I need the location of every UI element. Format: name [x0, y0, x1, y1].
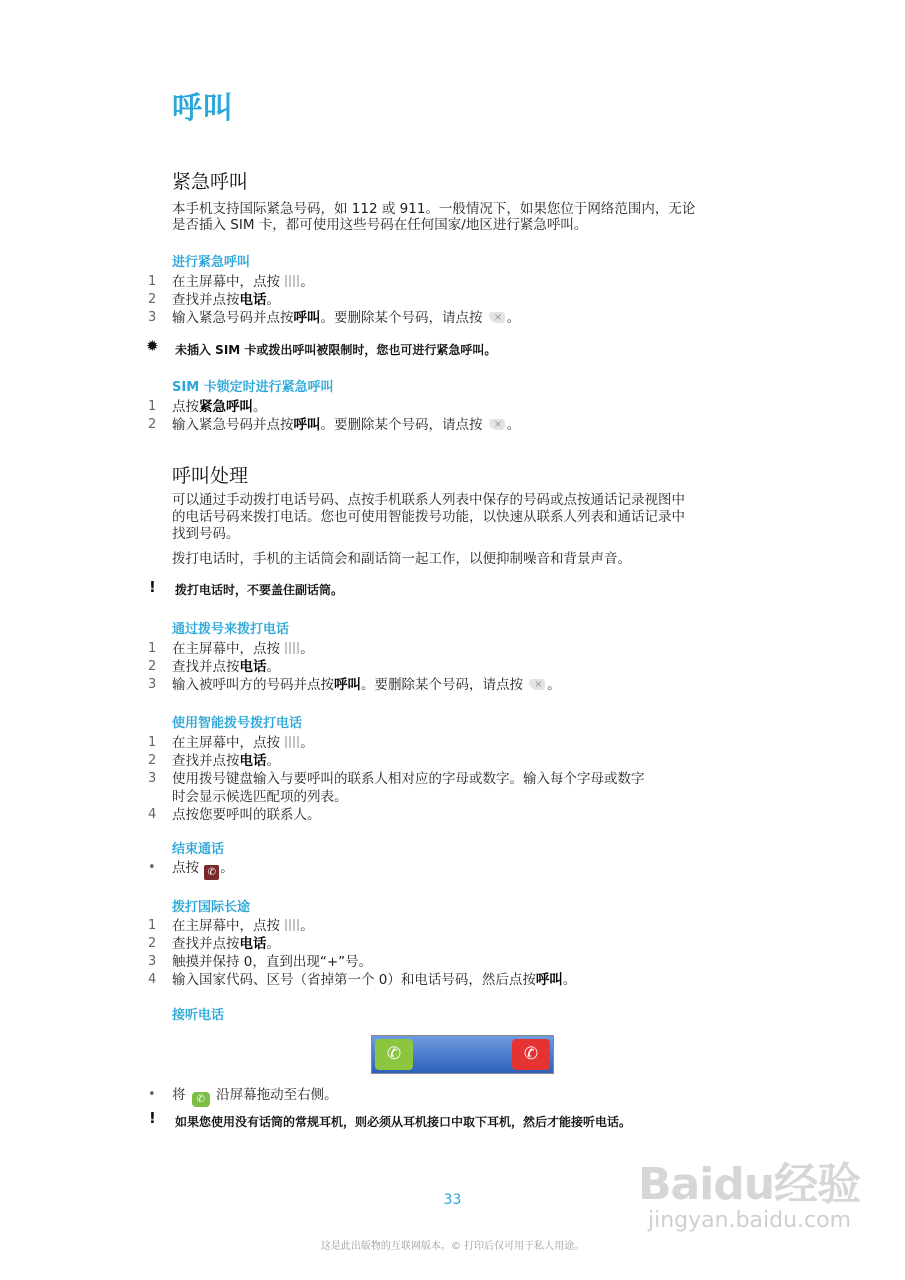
- step-text: 查找并点按: [172, 292, 240, 308]
- step-text: 查找并点按: [172, 936, 240, 952]
- step-text-suffix: 。: [562, 972, 577, 988]
- warning-icon: !: [149, 578, 156, 596]
- apps-grid-icon: [285, 919, 299, 931]
- step-text: 输入紧急号码并点按: [172, 417, 294, 433]
- step-number: 3: [148, 954, 157, 969]
- section-heading-handling: 呼叫处理: [172, 465, 249, 487]
- step-item: 2 输入紧急号码并点按呼叫。要删除某个号码，请点按 ×。: [0, 416, 905, 434]
- step-text: 输入紧急号码并点按: [172, 310, 294, 326]
- step-item: [0, 971, 905, 989]
- step-text: 点按: [172, 399, 199, 415]
- page-number: 33: [443, 1192, 462, 1208]
- list-item: [0, 1086, 905, 1104]
- answer-phone-icon: ✆: [375, 1039, 413, 1070]
- step-item: [0, 734, 905, 752]
- handling-para-line4: 拨打电话时，手机的主话筒会和副话筒一起工作，以便抑制噪音和背景声音。: [172, 551, 631, 567]
- step-text-suffix: 。: [266, 292, 280, 308]
- subheading-answer: 接听电话: [172, 1008, 225, 1023]
- step-number: 1: [148, 735, 157, 750]
- section-heading-emergency: 紧急呼叫: [172, 171, 249, 193]
- step-text-suffix: 。要删除某个号码，请点按: [361, 677, 528, 693]
- watermark-url: jingyan.baidu.com: [648, 1208, 852, 1233]
- step-bold-text: 呼叫: [293, 310, 321, 326]
- step-text: 点按您要呼叫的联系人。: [172, 807, 321, 823]
- warning-text: 拨打电话时，不要盖住副话筒。: [175, 583, 344, 597]
- handling-para-line2: 的电话号码来拨打电话。您也可使用智能拨号功能，以快速从联系人列表和通话记录中: [172, 509, 685, 525]
- step-number: 1: [148, 918, 157, 933]
- step-text: 查找并点按: [172, 753, 240, 769]
- step-number: 2: [148, 659, 157, 674]
- apps-grid-icon: [285, 642, 299, 654]
- step-number: 1: [148, 399, 157, 414]
- step-text: 输入国家代码、区号（省掉第一个 0）和电话号码，然后点按: [172, 972, 536, 988]
- handling-para-line3: 找到号码。: [172, 526, 240, 542]
- delete-icon: [489, 312, 505, 323]
- step-number: 2: [148, 417, 157, 432]
- step-text-suffix: 。: [300, 274, 314, 290]
- step-item: [0, 953, 905, 971]
- step-item: [0, 788, 905, 806]
- step-item: [0, 291, 905, 309]
- tip-text: 未插入 SIM 卡或拨出呼叫被限制时，您也可进行紧急呼叫。: [175, 343, 497, 357]
- step-text: 触摸并保持 0，直到出现“+”号。: [172, 954, 373, 970]
- step-number: 2: [148, 753, 157, 768]
- step-number: 4: [148, 972, 157, 987]
- step-number: 2: [148, 936, 157, 951]
- step-number: 4: [148, 807, 157, 822]
- step-bold-text: 电话: [239, 936, 267, 952]
- answer-step-text-b: 沿屏幕拖动至右侧。: [211, 1087, 338, 1103]
- step-text: 使用拨号键盘输入与要呼叫的联系人相对应的字母或数字。输入每个字母或数字: [172, 771, 645, 787]
- step-bold-text: 电话: [239, 659, 267, 675]
- step-bold-text: 电话: [239, 292, 267, 308]
- answer-slider-image: [371, 1035, 554, 1074]
- step-text-suffix: 。: [300, 918, 314, 934]
- step-text: 输入被呼叫方的号码并点按: [172, 677, 334, 693]
- answer-icon: ✆: [192, 1092, 210, 1107]
- emergency-para-line1: 本手机支持国际紧急号码，如 112 或 911。一般情况下，如果您位于网络范围内，无论: [172, 201, 696, 217]
- handling-para-line1: 可以通过手动拨打电话号码、点按手机联系人列表中保存的号码或点按通话记录视图中: [172, 492, 685, 508]
- subheading-make-emergency-call: 进行紧急呼叫: [172, 255, 251, 270]
- step-text-suffix: 。要删除某个号码，请点按: [320, 417, 487, 433]
- step-number: 1: [148, 641, 157, 656]
- step-item: [0, 770, 905, 788]
- watermark-logo: Baidu经验: [638, 1159, 861, 1210]
- step-item: [0, 273, 905, 291]
- step-bold-text: 呼叫: [535, 972, 563, 988]
- step-text-suffix: 。: [300, 735, 314, 751]
- subheading-smart-dial: 使用智能拨号拨打电话: [172, 716, 303, 731]
- step-item: [0, 752, 905, 770]
- step-item: [0, 640, 905, 658]
- step-text-suffix: 。要删除某个号码，请点按: [320, 310, 487, 326]
- step-bold-text: 呼叫: [293, 417, 321, 433]
- step-item: [0, 917, 905, 935]
- step-text: 在主屏幕中，点按: [172, 641, 285, 657]
- page-title: 呼叫: [172, 91, 234, 126]
- step-item: [0, 658, 905, 676]
- delete-icon: [489, 419, 505, 430]
- step-item: [0, 806, 905, 824]
- tip-icon: ✹: [146, 337, 159, 355]
- step-number: 3: [148, 310, 157, 325]
- step-text-suffix: 。: [266, 659, 280, 675]
- step-text: 查找并点按: [172, 659, 240, 675]
- step-item: 3 输入紧急号码并点按呼叫。要删除某个号码，请点按 ×。: [0, 309, 905, 327]
- answer-step-text-a: 将: [172, 1087, 190, 1103]
- end-step-text: 点按: [172, 860, 204, 876]
- subheading-dial: 通过拨号来拨打电话: [172, 622, 290, 637]
- step-number: 3: [148, 771, 157, 786]
- step-bold-text: 紧急呼叫: [199, 399, 253, 415]
- subheading-end-call: 结束通话: [172, 842, 225, 857]
- step-text-suffix: 。: [266, 936, 280, 952]
- step-text: 在主屏幕中，点按: [172, 918, 285, 934]
- subheading-sim-locked: SIM 卡锁定时进行紧急呼叫: [172, 380, 334, 395]
- apps-grid-icon: [285, 736, 299, 748]
- bullet: •: [148, 1087, 156, 1102]
- apps-grid-icon: [285, 275, 299, 287]
- step-text: 在主屏幕中，点按: [172, 735, 285, 751]
- step-bold-text: 呼叫: [334, 677, 361, 693]
- emergency-para-line2: 是否插入 SIM 卡，都可使用这些号码在任何国家/地区进行紧急呼叫。: [172, 217, 588, 233]
- step-item: [0, 935, 905, 953]
- step-text-suffix: 。: [253, 399, 267, 415]
- warning-icon-2: !: [149, 1109, 156, 1127]
- delete-icon: [529, 679, 545, 690]
- step-bold-text: 电话: [239, 753, 267, 769]
- list-item: • 点按 ✆ 。: [148, 860, 234, 878]
- end-call-icon: ✆: [204, 865, 219, 880]
- step-number: 3: [148, 677, 157, 692]
- subheading-international: 拨打国际长途: [172, 900, 251, 915]
- step-text-suffix: 。: [266, 753, 280, 769]
- reject-phone-icon: ✆: [512, 1039, 550, 1070]
- step-text: 时会显示候选匹配项的列表。: [172, 789, 348, 805]
- footer-text: 这是此出版物的互联网版本。© 打印后仅可用于私人用途。: [320, 1241, 585, 1252]
- step-number: 1: [148, 274, 157, 289]
- step-item: [0, 398, 905, 416]
- warning-text-2: 如果您使用没有话筒的常规耳机，则必须从耳机接口中取下耳机，然后才能接听电话。: [175, 1115, 632, 1129]
- step-number: 2: [148, 292, 157, 307]
- step-text-suffix: 。: [300, 641, 314, 657]
- step-item: 3 输入被呼叫方的号码并点按呼叫。要删除某个号码，请点按 ×。: [0, 676, 905, 694]
- step-text: 在主屏幕中，点按: [172, 274, 285, 290]
- bullet: •: [148, 860, 156, 875]
